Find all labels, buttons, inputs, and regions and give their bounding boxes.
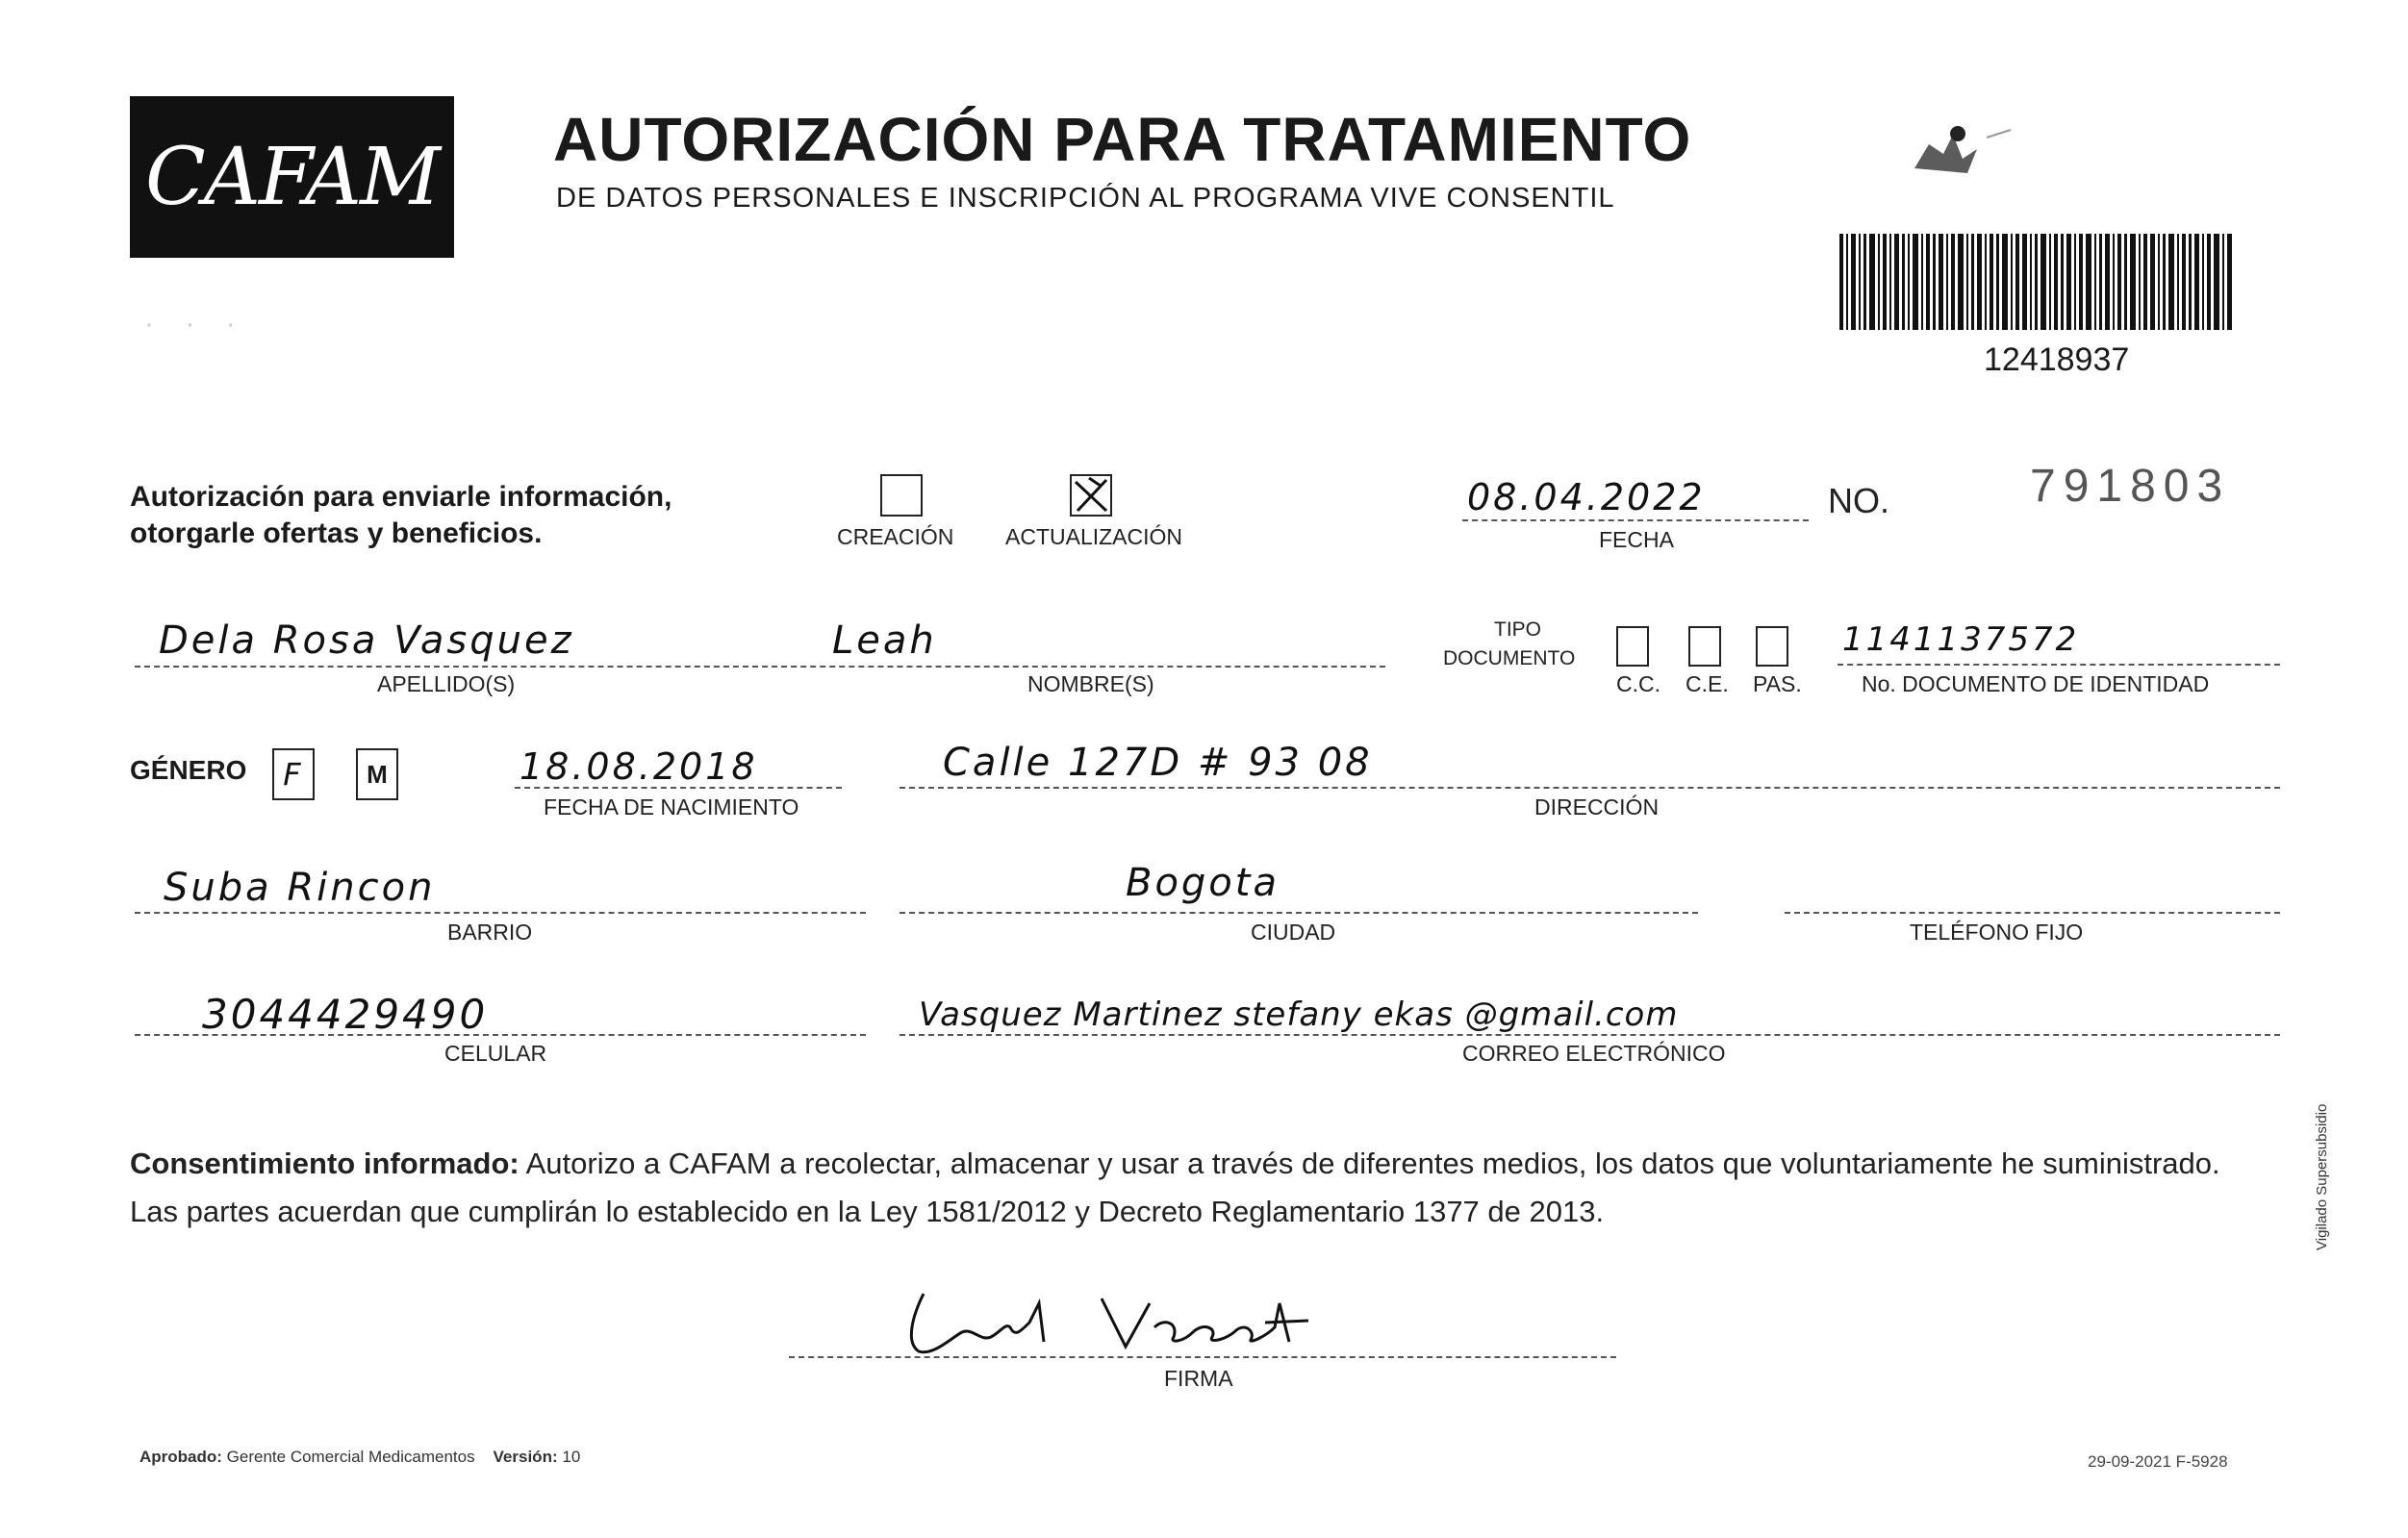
form-title: AUTORIZACIÓN PARA TRATAMIENTO — [553, 105, 1692, 174]
fecha-nacimiento-line — [515, 787, 842, 789]
consent-text1: Autorizo a CAFAM a recolectar, almacenar y usar a través de diferentes medios, los datos que voluntariamente he suministrado. — [519, 1147, 2220, 1180]
fecha-value[interactable]: 08.04.2022 — [1467, 476, 1706, 518]
tipo-label: TIPO — [1494, 618, 1542, 641]
direccion-label: DIRECCIÓN — [1534, 794, 1660, 819]
form-subtitle: DE DATOS PERSONALES E INSCRIPCIÓN AL PROGRAMA VIVE CONSENTIL — [556, 183, 1615, 214]
barrio-line — [135, 912, 866, 914]
firma-line — [789, 1356, 1616, 1358]
ciudad-line — [900, 912, 1698, 914]
version-value: 10 — [562, 1448, 581, 1466]
pas-checkbox[interactable] — [1756, 626, 1788, 667]
corner-emblem-icon — [1910, 120, 2015, 178]
documento-number-label: No. DOCUMENTO DE IDENTIDAD — [1862, 671, 2210, 696]
fecha-nacimiento-value[interactable]: 18.08.2018 — [520, 745, 758, 788]
signature-image — [895, 1284, 1356, 1361]
correo-value[interactable]: Vasquez Martinez stefany ekas @gmail.com — [919, 996, 1679, 1034]
consent-text2: Las partes acuerdan que cumplirán lo establecido en la Ley 1581/2012 y Decreto Reglamentario 1377 de 2013. — [130, 1195, 1605, 1228]
cc-label: C.C. — [1616, 671, 1660, 696]
genero-m-box[interactable] — [356, 748, 398, 800]
aprobado-label: Aprobado: — [139, 1448, 222, 1466]
nombres-value[interactable]: Leah — [832, 618, 937, 663]
celular-line — [135, 1034, 866, 1036]
consent-lead: Consentimiento informado: — [130, 1147, 520, 1180]
barcode-number: 12418937 — [1984, 341, 2130, 378]
footer-date-code: 29-09-2021 F-5928 — [2088, 1452, 2228, 1471]
no-label: NO. — [1828, 481, 1890, 520]
genero-f-value: F — [283, 756, 304, 793]
ciudad-label: CIUDAD — [1251, 920, 1336, 945]
side-vigilado-text: Vigilado Supersubsidio — [2314, 1103, 2330, 1250]
logo-text: CAFAM — [145, 131, 439, 223]
celular-value[interactable]: 3044429490 — [202, 991, 489, 1038]
authorization-label — [130, 479, 672, 552]
creacion-label: CREACIÓN — [837, 524, 954, 549]
correo-line — [900, 1034, 2280, 1036]
direccion-line — [900, 787, 2280, 789]
documento-value[interactable]: 1141137572 — [1842, 620, 2080, 659]
celular-label: CELULAR — [444, 1041, 547, 1066]
ce-label: C.E. — [1686, 671, 1729, 696]
actualizacion-checkbox[interactable] — [1070, 474, 1112, 517]
documento-line — [1838, 664, 2280, 666]
cafam-logo — [130, 96, 454, 258]
version-label: Versión: — [493, 1448, 558, 1466]
apellidos-label: APELLIDO(S) — [377, 671, 516, 696]
telefono-label: TELÉFONO FIJO — [1910, 920, 2084, 945]
actualizacion-label: ACTUALIZACIÓN — [1005, 524, 1183, 549]
barcode-icon — [1839, 234, 2234, 330]
apellidos-nombres-line — [135, 666, 1385, 668]
creacion-checkbox[interactable] — [880, 474, 923, 517]
ciudad-value[interactable]: Bogota — [1126, 861, 1280, 905]
checkmark-x-icon — [1072, 476, 1110, 515]
telefono-line[interactable] — [1785, 912, 2280, 914]
cc-checkbox[interactable] — [1616, 626, 1649, 667]
barrio-value[interactable]: Suba Rincon — [164, 866, 436, 910]
direccion-value[interactable]: Calle 127D # 93 08 — [943, 741, 1373, 785]
genero-m-label: M — [367, 759, 388, 789]
pas-label: PAS. — [1753, 671, 1802, 696]
fecha-line — [1462, 519, 1809, 521]
apellidos-value[interactable]: Dela Rosa Vasquez — [159, 618, 574, 663]
fecha-nacimiento-label: FECHA DE NACIMIENTO — [544, 794, 799, 819]
aprobado-value: Gerente Comercial Medicamentos — [226, 1448, 475, 1466]
consent-line1 — [130, 1140, 2285, 1188]
ce-checkbox[interactable] — [1688, 626, 1721, 667]
nombres-label: NOMBRE(S) — [1027, 671, 1154, 696]
documento-label: DOCUMENTO — [1443, 647, 1576, 669]
genero-f-box[interactable] — [272, 748, 315, 800]
authorization-label-line1: Autorización para enviarle información, — [130, 481, 672, 513]
form-number: 791803 — [2030, 461, 2231, 512]
fecha-label: FECHA — [1599, 527, 1674, 552]
genero-label: GÉNERO — [130, 755, 247, 785]
correo-label: CORREO ELECTRÓNICO — [1462, 1041, 1726, 1066]
authorization-label-line2: otorgarle ofertas y beneficios. — [130, 517, 543, 549]
faint-stamp-mark: · · · — [144, 308, 247, 340]
consent-paragraph — [130, 1140, 2285, 1236]
firma-label: FIRMA — [1164, 1366, 1233, 1391]
footer-approval — [139, 1448, 580, 1467]
barrio-label: BARRIO — [447, 920, 533, 945]
